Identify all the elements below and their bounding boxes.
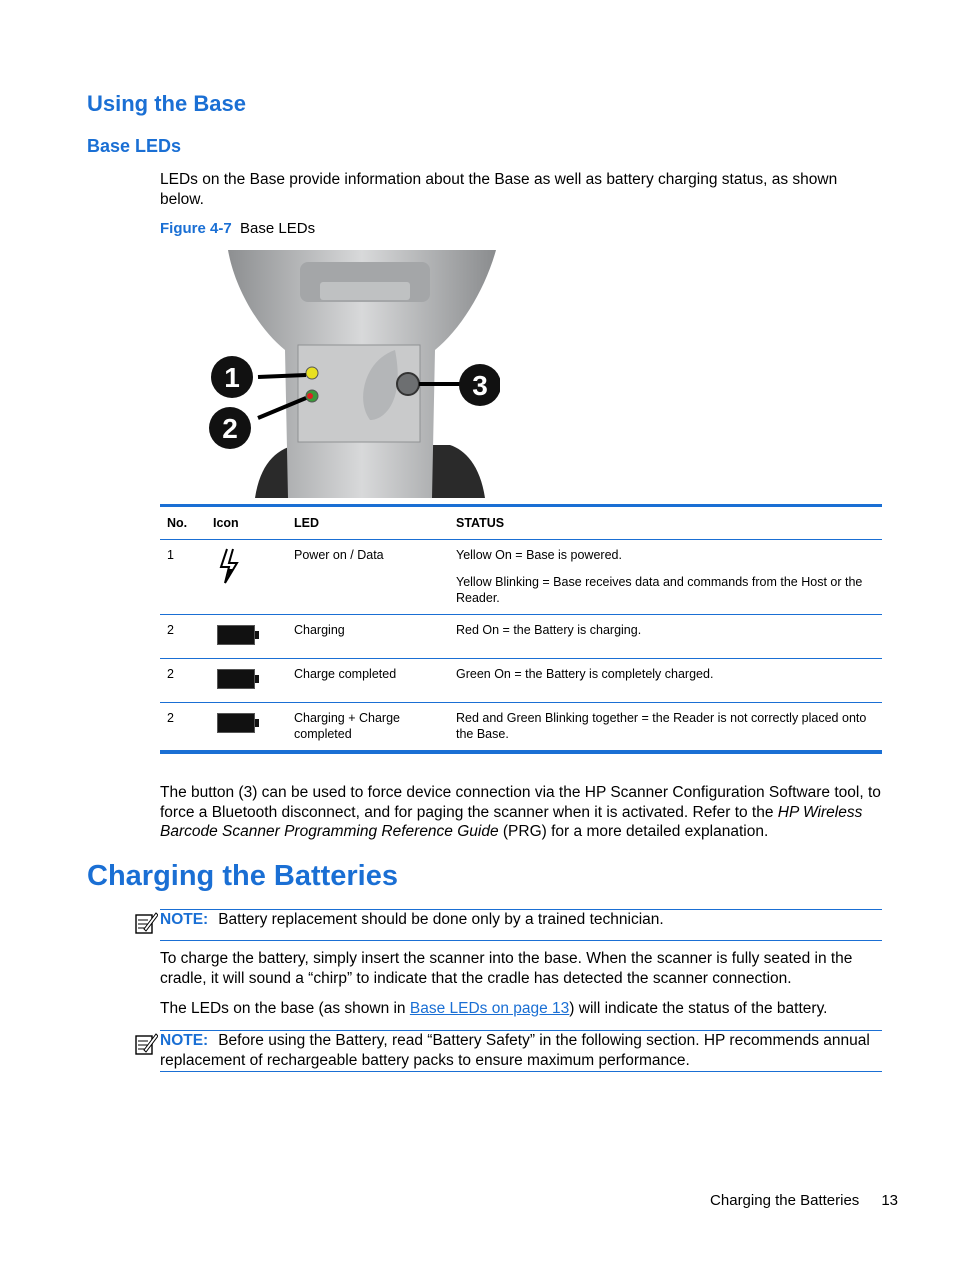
cell-status bbox=[449, 703, 882, 753]
table-row bbox=[160, 615, 882, 659]
cell-no: 2 bbox=[160, 703, 206, 753]
chapter-heading: Charging the Batteries bbox=[87, 860, 398, 892]
led-table bbox=[160, 504, 882, 754]
base-leds-link[interactable]: Base LEDs on page 13 bbox=[409, 1000, 570, 1017]
cell-led: Charge completed bbox=[287, 659, 449, 703]
base-photo bbox=[160, 250, 500, 498]
section-heading: Using the Base bbox=[87, 91, 246, 116]
charge-paragraph: To charge the battery, simply insert the scanner into the base. When the scanner is fully seated in the cradle, it will sound a “chirp” to indicate that the cradle has detected the scanner connection. bbox=[160, 950, 853, 987]
guide-title: HP Wireless Barcode Scanner Programming Reference Guide bbox=[160, 803, 863, 840]
page-number: 13 bbox=[881, 1192, 898, 1209]
intro-paragraph: LEDs on the Base provide information about the Base as well as battery charging status, as shown below. bbox=[160, 171, 838, 208]
cell-status bbox=[449, 540, 882, 615]
button-paragraph bbox=[160, 783, 882, 842]
lightning-icon bbox=[215, 547, 245, 587]
figure-number: Figure 4-7 bbox=[160, 220, 232, 237]
cell-icon bbox=[206, 703, 287, 753]
battery-icon bbox=[217, 625, 255, 645]
note-box bbox=[160, 909, 882, 941]
note-icon bbox=[134, 911, 158, 935]
note-label: NOTE: bbox=[160, 911, 209, 928]
status-line: Yellow Blinking = Base receives data and commands from the Host or the Reader. bbox=[456, 575, 863, 605]
text-run: The button (3) can be used to force device connection via the HP Scanner Configuration Software tool, to force a Bluetooth disconnect, and for paging the scanner when it is activated. Refer to the bbox=[160, 784, 881, 821]
cell-icon bbox=[206, 615, 287, 659]
battery-icon bbox=[217, 713, 255, 733]
table-row bbox=[160, 540, 882, 615]
status-line: Red and Green Blinking together = the Reader is not correctly placed onto the Base. bbox=[456, 711, 867, 741]
status-line: Red On = the Battery is charging. bbox=[456, 623, 642, 637]
subsection-heading: Base LEDs bbox=[87, 136, 182, 156]
cell-no: 1 bbox=[167, 548, 174, 562]
text-run: The LEDs on the base (as shown in bbox=[160, 1000, 410, 1017]
note-text: Battery replacement should be done only by a trained technician. bbox=[218, 911, 664, 928]
callout-3: 3 bbox=[472, 370, 488, 401]
leds-paragraph bbox=[160, 999, 882, 1019]
col-header-no: No. bbox=[160, 506, 206, 540]
col-header-led: LED bbox=[287, 506, 449, 540]
text-run: ) will indicate the status of the battery. bbox=[569, 1000, 828, 1017]
cell-led: Power on / Data bbox=[294, 548, 384, 562]
table-row bbox=[160, 659, 882, 703]
table-row bbox=[160, 703, 882, 753]
col-header-status: STATUS bbox=[449, 506, 882, 540]
callout-2: 2 bbox=[222, 413, 238, 444]
cell-no: 2 bbox=[160, 615, 206, 659]
col-header-icon: Icon bbox=[206, 506, 287, 540]
status-line: Green On = the Battery is completely charged. bbox=[456, 667, 714, 681]
text-run: (PRG) for a more detailed explanation. bbox=[498, 823, 769, 840]
status-line: Yellow On = Base is powered. bbox=[456, 548, 622, 562]
battery-icon bbox=[217, 669, 255, 689]
figure-caption bbox=[160, 220, 315, 237]
note-label: NOTE: bbox=[160, 1032, 209, 1049]
note-box bbox=[160, 1030, 882, 1072]
cell-icon bbox=[206, 659, 287, 703]
cell-no: 2 bbox=[160, 659, 206, 703]
figure-title: Base LEDs bbox=[240, 220, 316, 237]
callout-1: 1 bbox=[224, 362, 240, 393]
page-footer bbox=[710, 1192, 898, 1209]
cell-icon bbox=[206, 540, 287, 615]
cell-led: Charging bbox=[287, 615, 449, 659]
cell-status bbox=[449, 615, 882, 659]
footer-section: Charging the Batteries bbox=[710, 1192, 860, 1209]
note-text: Before using the Battery, read “Battery Safety” in the following section. HP recommends annual replacement of rechargeable battery packs to ensure maximum performance. bbox=[160, 1032, 870, 1069]
note-icon bbox=[134, 1032, 158, 1056]
cell-status bbox=[449, 659, 882, 703]
cell-led: Charging + Charge completed bbox=[287, 703, 449, 753]
